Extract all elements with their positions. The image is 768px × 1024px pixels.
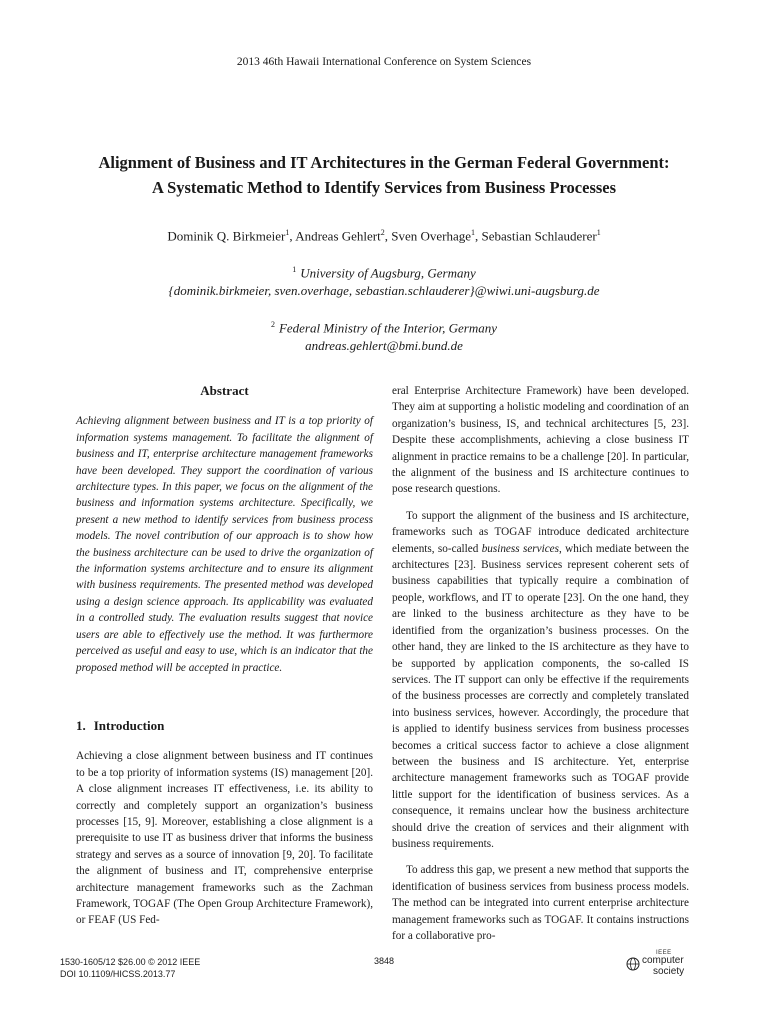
emphasis-business-services: business services [481,542,560,555]
section-title: Introduction [93,717,165,733]
ieee-computer-society-logo [626,950,706,980]
right-column [392,383,689,954]
page-number: 3848 [373,956,395,966]
abstract-text: Achieving alignment between business and IT is a top priority of information systems management. To facilitate the alignment of business and IT, enterprise architecture management frameworks have been developed. They support the coordination of various architecture types. In this paper, we focus on the alignment of the business and information systems architecture. Specifically, we present a new method to identify services from business process models. The novel contribution of our approach is to show how the business architecture can be used to drive the organization of the information systems architecture and to ensure its alignment with business requirements. The presented method was developed using a design science approach. Its applicability was evaluated in a controlled study. The evaluation results suggest that novice users are able to effectively use the method. It was furthermore perceived as useful and easy to use, which is an indicator that the proposed method will be accepted in practice. [76,415,373,674]
logo-ieee-text: IEEE [656,950,672,956]
body-paragraph-2 [392,508,689,853]
doi-line: DOI 10.1109/HICSS.2013.77 [60,969,176,979]
globe-icon [626,957,640,971]
affiliation-2 [0,316,768,355]
section-heading-introduction [76,718,373,734]
author-affiliation-mark: 1 [471,228,476,237]
abstract-heading: Abstract [200,383,249,398]
body-paragraph-1: eral Enterprise Architecture Framework) have been developed. They aim at supporting a holistic modeling and coordination of an organization’s business, IS, and technical architectures [5, 23]. Despite these accomplishments, achieving a close business IT alignment in practice remains to be a challenge [20]. In particular, the alignment of the business and IS architecture continues to pose research questions. [392,385,689,496]
affiliation-1 [0,261,768,300]
issn-line: 1530-1605/12 $26.00 © 2012 IEEE [60,957,201,967]
affiliation-email: {dominik.birkmeier, sven.overhage, sebastian.schlauderer}@wiwi.uni-augsburg.de [168,283,600,299]
conference-header: 2013 46th Hawaii International Conference on System Sciences [236,56,532,68]
affiliation-number: 2 [270,320,275,329]
paper-title [60,150,708,200]
paragraph-text: To support the alignment of the business and IS architecture, frameworks such as TOGAF introduce dedicated architecture elements, so-called [392,509,689,555]
paragraph-text: , which mediate between the architectures [23]. Business services represent coherent sets of business capabilities that typically require a combination of people, workflows, and IT to operate [23]. On the one hand, they are linked to the business architecture as they have to be identified from the organization’s business processes. On the other hand, they are linked to the IS architecture as they have to be supported by application components, the so-called IS services. The IT support can only be effective if the requirements of the business processes are correctly and completely translated into business services, however. Accordingly, the procedure that is applied to identify business services from business processes becomes a critical success factor to achieve a close alignment between the business and IS architecture. Yet, enterprise architecture management frameworks such as TOGAF provide little support for the identification of business services. As a consequence, it remains unclear how the business architecture should drive the creation of services and their alignment with business requirements. [392,542,689,850]
author-name: Sven Overhage [391,228,472,244]
author-name: Andreas Gehlert [295,228,381,244]
title-line-2: A Systematic Method to Identify Services from Business Processes [151,178,617,197]
author-affiliation-mark: 1 [596,228,601,237]
left-column [76,383,373,939]
logo-computer-text: computer [642,955,684,966]
intro-paragraph-1: Achieving a close alignment between business and IT continues to be a top priority of information systems (IS) management [20]. A close alignment increases IT effectiveness, i.e. its ability to correctly and completely support an organization’s business processes [15, 9]. Moreover, establishing a close alignment is a prerequisite to use IT as business driver that informs the business strategy and serves as a source of innovation [9, 20]. To facilitate the alignment of business and IT, comprehensive enterprise architecture management frameworks such as the Zachman Framework, TOGAF (The Open Group Architecture Framework), or FEAF (US Fed- [76,750,373,927]
author-affiliation-mark: 1 [285,228,290,237]
author-list: Dominik Q. Birkmeier$^1$, Andreas Gehlert$^2$, Sven Overhage$^1$, Sebastian Schlauderer$^1$ [167,228,601,244]
affiliation-name: University of Augsburg, Germany [300,265,476,281]
body-paragraph-3: To address this gap, we present a new method that supports the identification of business services from business process models. The method can be integrated into current enterprise architecture management frameworks such as TOGAF. It contains instructions for a collaborative pro- [392,864,689,942]
logo-society-text: society [653,966,685,977]
author-name: Sebastian Schlauderer [481,228,597,244]
author-name: Dominik Q. Birkmeier [167,228,286,244]
author-affiliation-mark: 2 [380,228,385,237]
section-number: 1. [76,717,86,733]
affiliation-number: 1 [292,265,297,274]
title-line-1: Alignment of Business and IT Architectures in the German Federal Government: [98,153,670,172]
affiliation-email: andreas.gehlert@bmi.bund.de [305,338,463,354]
affiliation-name: Federal Ministry of the Interior, Germany [278,320,498,336]
